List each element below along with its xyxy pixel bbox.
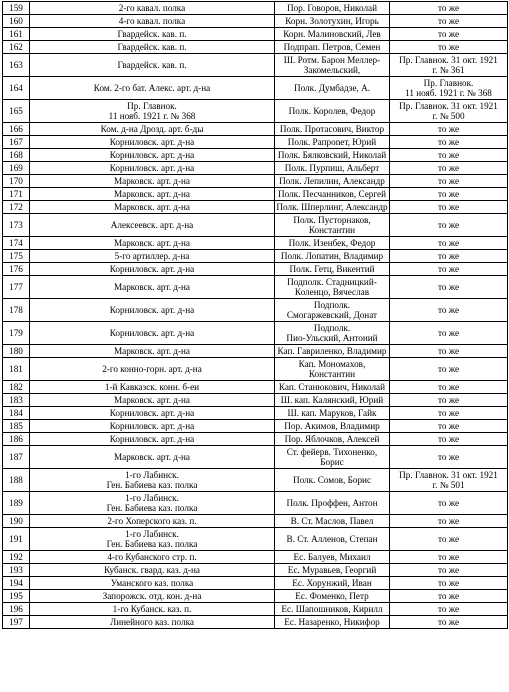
unit-cell: Ком. 2-го бат. Алекс. арт. д-на: [30, 77, 275, 100]
order-cell: то же: [390, 2, 508, 15]
row-number: 187: [3, 446, 30, 469]
row-number: 180: [3, 345, 30, 358]
order-cell: то же: [390, 162, 508, 175]
table-row: [3, 345, 508, 358]
rank-name-cell: Полк. Проффен, Антон: [275, 492, 390, 515]
table-row: [3, 564, 508, 577]
unit-cell: Марковск. арт. д-на: [30, 394, 275, 407]
row-number: 162: [3, 41, 30, 54]
order-cell: то же: [390, 551, 508, 564]
order-cell: Пр. Главнок. 31 окт. 1921 г. № 501: [390, 469, 508, 492]
table-row: [3, 276, 508, 299]
row-number: 190: [3, 515, 30, 528]
unit-cell: Линейного каз. полка: [30, 616, 275, 629]
rank-name-cell: Кап. Мономахов, Константин: [275, 358, 390, 381]
rank-name-cell: Ш. кап. Маруков, Гайк: [275, 407, 390, 420]
order-cell: Пр. Главнок. 31 окт. 1921 г. № 361: [390, 54, 508, 77]
rank-name-cell: Ес. Назаренко, Никифор: [275, 616, 390, 629]
unit-cell: Гвардейск. кав. п.: [30, 28, 275, 41]
rank-name-cell: Ес. Хорунжий, Иван: [275, 577, 390, 590]
order-cell: то же: [390, 237, 508, 250]
order-cell: Пр. Главнок. 11 нояб. 1921 г. № 368: [390, 77, 508, 100]
rank-name-cell: Полк. Песчанников, Сергей: [275, 188, 390, 201]
table-row: [3, 77, 508, 100]
row-number: 188: [3, 469, 30, 492]
rank-name-cell: Ес. Балуев, Михаил: [275, 551, 390, 564]
unit-cell: Корниловск. арт. д-на: [30, 263, 275, 276]
unit-cell: 1-го Лабинск. Ген. Бабиева каз. полка: [30, 492, 275, 515]
unit-cell: Марковск. арт. д-на: [30, 237, 275, 250]
table-row: [3, 381, 508, 394]
row-number: 183: [3, 394, 30, 407]
row-number: 177: [3, 276, 30, 299]
rank-name-cell: Пор. Акимов, Владимир: [275, 420, 390, 433]
unit-cell: 2-го конно-горн. арт. д-на: [30, 358, 275, 381]
table-row: [3, 446, 508, 469]
rank-name-cell: Подполк. Пио-Ульский, Антоний: [275, 322, 390, 345]
unit-cell: Марковск. арт. д-на: [30, 201, 275, 214]
table-row: [3, 551, 508, 564]
rank-name-cell: Кап. Станюкович, Николай: [275, 381, 390, 394]
unit-cell: 1-го Лабинск. Ген. Бабиева каз. полка: [30, 528, 275, 551]
row-number: 166: [3, 123, 30, 136]
rank-name-cell: В. Ст. Алленов, Степан: [275, 528, 390, 551]
rank-name-cell: Полк. Пусторнаков, Константин: [275, 214, 390, 237]
unit-cell: Марковск. арт. д-на: [30, 175, 275, 188]
table-row: [3, 100, 508, 123]
order-cell: то же: [390, 276, 508, 299]
row-number: 171: [3, 188, 30, 201]
row-number: 175: [3, 250, 30, 263]
order-cell: то же: [390, 188, 508, 201]
table-row: [3, 149, 508, 162]
unit-cell: Марковск. арт. д-на: [30, 188, 275, 201]
order-cell: Пр. Главнок. 31 окт. 1921 г. № 500: [390, 100, 508, 123]
unit-cell: 4-го кавал. полка: [30, 15, 275, 28]
unit-cell: Ком. д-на Дрозд. арт. б-ды: [30, 123, 275, 136]
table-row: [3, 175, 508, 188]
table-row: [3, 237, 508, 250]
row-number: 182: [3, 381, 30, 394]
table-row: [3, 263, 508, 276]
table-row: [3, 2, 508, 15]
table-row: [3, 528, 508, 551]
rank-name-cell: Подпрап. Петров, Семен: [275, 41, 390, 54]
table-row: [3, 603, 508, 616]
order-cell: то же: [390, 41, 508, 54]
rank-name-cell: Ес. Шапошников, Кирилл: [275, 603, 390, 616]
unit-cell: Корниловск. арт. д-на: [30, 162, 275, 175]
rank-name-cell: Ш. кап. Калянский, Юрий: [275, 394, 390, 407]
table-row: [3, 214, 508, 237]
order-cell: то же: [390, 381, 508, 394]
table-row: [3, 515, 508, 528]
table-row: [3, 590, 508, 603]
unit-cell: Марковск. арт. д-на: [30, 345, 275, 358]
unit-cell: Корниловск. арт. д-на: [30, 149, 275, 162]
unit-cell: Корниловск. арт. д-на: [30, 433, 275, 446]
order-cell: то же: [390, 564, 508, 577]
table-row: [3, 41, 508, 54]
row-number: 160: [3, 15, 30, 28]
rank-name-cell: Полк. Лопатин, Владимир: [275, 250, 390, 263]
rank-name-cell: Корн. Золотухин, Игорь: [275, 15, 390, 28]
unit-cell: Марковск. арт. д-на: [30, 276, 275, 299]
order-cell: то же: [390, 123, 508, 136]
rank-name-cell: Полк. Королев, Федор: [275, 100, 390, 123]
unit-cell: Корниловск. арт. д-на: [30, 407, 275, 420]
rank-name-cell: Полк. Думбадзе, А.: [275, 77, 390, 100]
rank-name-cell: В. Ст. Маслов, Павел: [275, 515, 390, 528]
order-cell: то же: [390, 322, 508, 345]
rank-name-cell: Ес. Муравьев, Георгий: [275, 564, 390, 577]
order-cell: то же: [390, 420, 508, 433]
order-cell: то же: [390, 492, 508, 515]
row-number: 185: [3, 420, 30, 433]
order-cell: то же: [390, 515, 508, 528]
unit-cell: 1-й Кавказск. конн. б-еи: [30, 381, 275, 394]
row-number: 173: [3, 214, 30, 237]
table-row: [3, 28, 508, 41]
row-number: 176: [3, 263, 30, 276]
row-number: 194: [3, 577, 30, 590]
unit-cell: Кубанск. гвард. каз. д-на: [30, 564, 275, 577]
row-number: 197: [3, 616, 30, 629]
table-row: [3, 250, 508, 263]
order-cell: то же: [390, 15, 508, 28]
order-cell: то же: [390, 263, 508, 276]
row-number: 167: [3, 136, 30, 149]
table-row: [3, 162, 508, 175]
rank-name-cell: Пор. Яблочков, Алексей: [275, 433, 390, 446]
row-number: 174: [3, 237, 30, 250]
rank-name-cell: Полк. Рапponет, Юрий: [275, 136, 390, 149]
awards-table: [2, 1, 508, 629]
unit-cell: Корниловск. арт. д-на: [30, 420, 275, 433]
unit-cell: 4-го Кубанского стр. п.: [30, 551, 275, 564]
rank-name-cell: Полк. Гетц, Викентий: [275, 263, 390, 276]
rank-name-cell: Полк. Сомов, Борис: [275, 469, 390, 492]
unit-cell: Корниловск. арт. д-на: [30, 322, 275, 345]
unit-cell: Запорожск. отд. кон. д-на: [30, 590, 275, 603]
table-row: [3, 201, 508, 214]
row-number: 159: [3, 2, 30, 15]
row-number: 184: [3, 407, 30, 420]
unit-cell: 5-го артиллер. д-на: [30, 250, 275, 263]
order-cell: то же: [390, 299, 508, 322]
table-row: [3, 123, 508, 136]
order-cell: то же: [390, 214, 508, 237]
unit-cell: Гвардейск. кав. п.: [30, 41, 275, 54]
order-cell: то же: [390, 345, 508, 358]
order-cell: то же: [390, 149, 508, 162]
order-cell: то же: [390, 407, 508, 420]
row-number: 195: [3, 590, 30, 603]
table-row: [3, 54, 508, 77]
table-row: [3, 136, 508, 149]
order-cell: то же: [390, 577, 508, 590]
rank-name-cell: Полк. Пурпиш, Альберт: [275, 162, 390, 175]
table-row: [3, 433, 508, 446]
rank-name-cell: Подполк. Смогаржевский, Донат: [275, 299, 390, 322]
unit-cell: Марковск. арт. д-на: [30, 446, 275, 469]
order-cell: то же: [390, 446, 508, 469]
order-cell: то же: [390, 175, 508, 188]
row-number: 191: [3, 528, 30, 551]
rank-name-cell: Подполк. Стадницкий- Коленцо, Вячеслав: [275, 276, 390, 299]
row-number: 186: [3, 433, 30, 446]
table-row: [3, 577, 508, 590]
rank-name-cell: Ес. Фоменко, Петр: [275, 590, 390, 603]
rank-name-cell: Кап. Гавриленко, Владимир: [275, 345, 390, 358]
rank-name-cell: Корн. Малиновский, Лев: [275, 28, 390, 41]
unit-cell: 1-го Кубанск. каз. п.: [30, 603, 275, 616]
row-number: 163: [3, 54, 30, 77]
rank-name-cell: Ст. фейерв. Тихоненко, Борис: [275, 446, 390, 469]
rank-name-cell: Полк. Изенбек, Федор: [275, 237, 390, 250]
table-row: [3, 322, 508, 345]
rank-name-cell: Пор. Говоров, Николай: [275, 2, 390, 15]
row-number: 196: [3, 603, 30, 616]
table-row: [3, 394, 508, 407]
rank-name-cell: Полк. Лепилин, Александр: [275, 175, 390, 188]
unit-cell: Пр. Главнок. 11 нояб. 1921 г. № 368: [30, 100, 275, 123]
row-number: 172: [3, 201, 30, 214]
table-row: [3, 420, 508, 433]
unit-cell: Алексеевск. арт. д-на: [30, 214, 275, 237]
unit-cell: 2-го Хоперского каз. п.: [30, 515, 275, 528]
row-number: 169: [3, 162, 30, 175]
row-number: 168: [3, 149, 30, 162]
order-cell: то же: [390, 201, 508, 214]
order-cell: то же: [390, 528, 508, 551]
order-cell: то же: [390, 28, 508, 41]
row-number: 164: [3, 77, 30, 100]
unit-cell: Гвардейск. кав. п.: [30, 54, 275, 77]
table-row: [3, 15, 508, 28]
row-number: 161: [3, 28, 30, 41]
order-cell: то же: [390, 616, 508, 629]
unit-cell: 2-го кавал. полка: [30, 2, 275, 15]
rank-name-cell: Полк. Шперлинг, Александр: [276, 202, 388, 212]
row-number: 181: [3, 358, 30, 381]
row-number: 178: [3, 299, 30, 322]
unit-cell: 1-го Лабинск. Ген. Бабиева каз. полка: [30, 469, 275, 492]
rank-name-cell: Полк. Бялковский, Николай: [275, 149, 390, 162]
table-row: [3, 469, 508, 492]
order-cell: то же: [390, 394, 508, 407]
order-cell: то же: [390, 590, 508, 603]
unit-cell: Уманского каз. полка: [30, 577, 275, 590]
rank-name-cell: Ш. Ротм. Барон Меллер- Закомельский,: [275, 54, 390, 77]
order-cell: то же: [390, 250, 508, 263]
row-number: 189: [3, 492, 30, 515]
table-row: [3, 299, 508, 322]
table-row: [3, 616, 508, 629]
table-row: [3, 188, 508, 201]
rank-name-cell: Полк. Протасович, Виктор: [275, 123, 390, 136]
row-number: 179: [3, 322, 30, 345]
table-body: [3, 2, 508, 629]
row-number: 192: [3, 551, 30, 564]
order-cell: то же: [390, 603, 508, 616]
table-row: [3, 407, 508, 420]
order-cell: то же: [390, 358, 508, 381]
unit-cell: Корниловск. арт. д-на: [30, 136, 275, 149]
order-cell: то же: [390, 136, 508, 149]
table-row: [3, 358, 508, 381]
row-number: 193: [3, 564, 30, 577]
row-number: 165: [3, 100, 30, 123]
unit-cell: Корниловск. арт. д-на: [30, 299, 275, 322]
table-row: [3, 492, 508, 515]
order-cell: то же: [390, 433, 508, 446]
row-number: 170: [3, 175, 30, 188]
